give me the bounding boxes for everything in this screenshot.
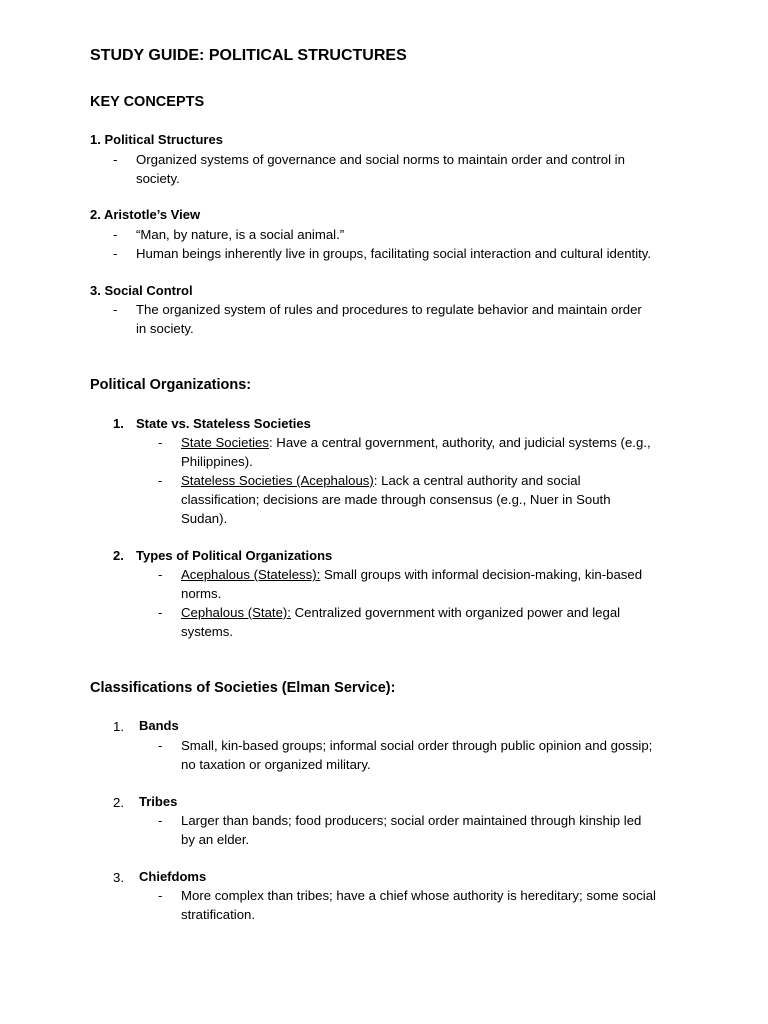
bullet-dash: - xyxy=(158,435,163,450)
classifications-heading: Classifications of Societies (Elman Service): xyxy=(90,680,396,696)
list-number: 1. xyxy=(113,416,124,431)
concept-heading-political-structures: 1. Political Structures xyxy=(90,132,223,147)
list-number: 2. xyxy=(113,795,124,810)
bullet-dash: - xyxy=(158,473,163,488)
bullet-text: Philippines). xyxy=(181,454,253,469)
bullet-text: State Societies: Have a central government, authority, and judicial systems (e.g., xyxy=(181,435,651,450)
concept-heading-aristotles-view: 2. Aristotle’s View xyxy=(90,207,201,222)
bullet-text: Small, kin-based groups; informal social order through public opinion and gossip; xyxy=(181,738,653,753)
subsection-heading-state-vs-stateless: State vs. Stateless Societies xyxy=(136,416,311,431)
list-number: 1. xyxy=(113,719,124,734)
bullet-text: systems. xyxy=(181,624,234,639)
bullet-dash: - xyxy=(158,605,163,620)
political-organizations-heading: Political Organizations: xyxy=(90,377,252,393)
term-state-societies: State Societies xyxy=(181,435,269,450)
concept-text: Organized systems of governance and social norms to maintain order and control in xyxy=(136,152,625,167)
concept-text: Human beings inherently live in groups, facilitating social interaction and cultural identity. xyxy=(136,246,652,261)
bullet-dash: - xyxy=(113,302,118,317)
concept-text: in society. xyxy=(136,321,194,336)
bullet-text: classification; decisions are made through consensus (e.g., Nuer in South xyxy=(181,492,611,507)
concept-text: The organized system of rules and procedures to regulate behavior and maintain order xyxy=(136,302,642,317)
bullet-text: stratification. xyxy=(181,907,256,922)
classification-heading-tribes: Tribes xyxy=(139,794,178,809)
bullet-text: Acephalous (Stateless): Small groups with informal decision-making, kin-based xyxy=(181,567,643,582)
bullet-text: Stateless Societies (Acephalous): Lack a central authority and social xyxy=(181,473,581,488)
classification-heading-chiefdoms: Chiefdoms xyxy=(139,869,207,884)
key-concepts-heading: KEY CONCEPTS xyxy=(90,94,205,110)
list-number: 3. xyxy=(113,870,124,885)
bullet-dash: - xyxy=(158,567,163,582)
bullet-text: Larger than bands; food producers; social order maintained through kinship led xyxy=(181,813,642,828)
bullet-dash: - xyxy=(113,246,118,261)
concept-text: society. xyxy=(136,171,180,186)
term-cephalous: Cephalous (State): xyxy=(181,605,291,620)
bullet-text: Cephalous (State): Centralized government with organized power and legal xyxy=(181,605,621,620)
bullet-text: Sudan). xyxy=(181,511,228,526)
term-stateless-societies: Stateless Societies (Acephalous) xyxy=(181,473,374,488)
document-title: STUDY GUIDE: POLITICAL STRUCTURES xyxy=(90,47,407,64)
bullet-text: no taxation or organized military. xyxy=(181,757,371,772)
subsection-heading-types-of-political-organizations: Types of Political Organizations xyxy=(136,548,333,563)
bullet-text: norms. xyxy=(181,586,222,601)
bullet-text: by an elder. xyxy=(181,832,250,847)
bullet-text: More complex than tribes; have a chief whose authority is hereditary; some social xyxy=(181,888,656,903)
bullet-dash: - xyxy=(158,888,163,903)
bullet-dash: - xyxy=(113,152,118,167)
term-acephalous: Acephalous (Stateless): xyxy=(181,567,321,582)
concept-text: “Man, by nature, is a social animal.” xyxy=(136,227,345,242)
classification-heading-bands: Bands xyxy=(139,718,179,733)
bullet-dash: - xyxy=(158,738,163,753)
bullet-dash: - xyxy=(113,227,118,242)
bullet-dash: - xyxy=(158,813,163,828)
list-number: 2. xyxy=(113,548,124,563)
concept-heading-social-control: 3. Social Control xyxy=(90,283,193,298)
